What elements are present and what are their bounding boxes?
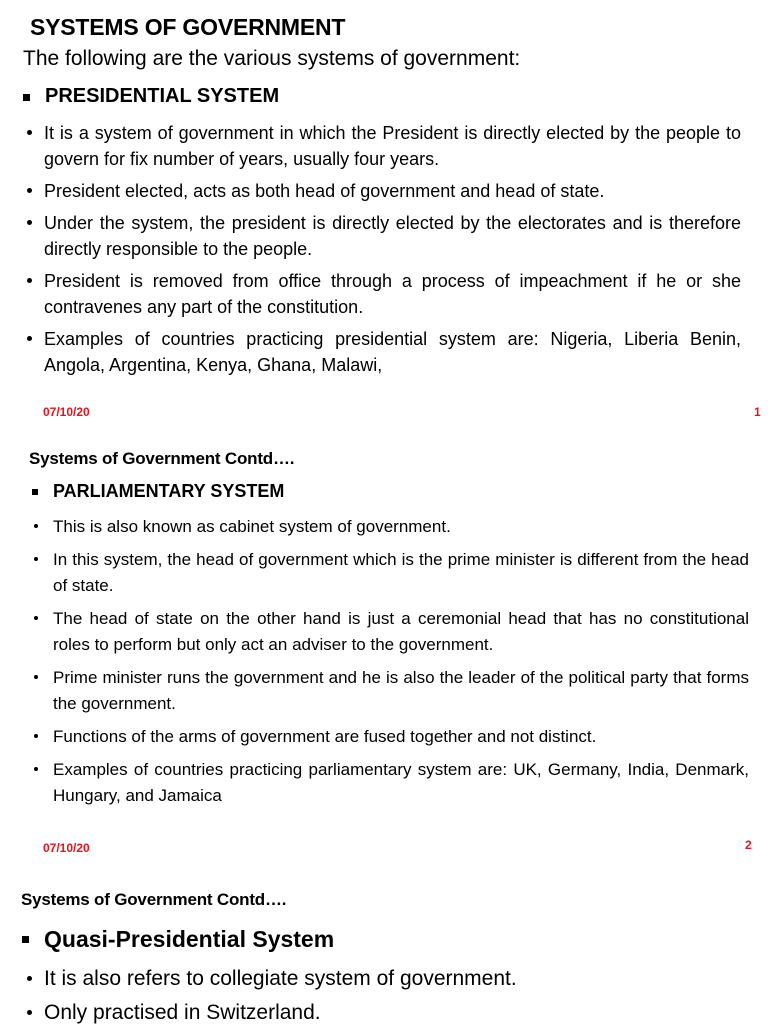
list-item-text: Functions of the arms of government are fused together and not distinct. <box>53 727 597 746</box>
page-number: 2 <box>745 838 752 852</box>
section-heading-label: PRESIDENTIAL SYSTEM <box>45 85 280 107</box>
bullet-icon <box>27 220 32 225</box>
footer-date: 07/10/20 <box>43 841 90 855</box>
list-item <box>44 326 741 378</box>
list-item-text: This is also known as cabinet system of government. <box>53 517 451 536</box>
intro-text: The following are the various systems of government: <box>23 47 521 70</box>
bullet-icon <box>27 188 32 193</box>
bullet-icon <box>27 1010 32 1015</box>
footer-date: 07/10/20 <box>43 405 90 419</box>
slide-title: SYSTEMS OF GOVERNMENT <box>30 14 346 40</box>
section-heading <box>45 85 279 108</box>
slide-1 <box>0 0 768 430</box>
list-item <box>53 724 749 750</box>
section-heading <box>44 926 334 953</box>
bullet-icon <box>27 278 32 283</box>
list-item-text: Prime minister runs the government and he is also the leader of the political party that forms the government. <box>53 668 749 713</box>
list-item-text: Under the system, the president is directly elected by the electorates and is therefore directly responsible to the people. <box>44 213 741 259</box>
square-bullet-icon <box>23 94 30 101</box>
list-item <box>53 665 749 717</box>
list-item <box>53 514 749 540</box>
bullet-list <box>44 120 741 384</box>
list-item-text: Only practised in Switzerland. <box>44 1001 321 1024</box>
list-item-text: The head of state on the other hand is just a ceremonial head that has no constitutional roles to perform but only act an adviser to the government. <box>53 609 749 654</box>
list-item-text: Examples of countries practicing parliamentary system are: UK, Germany, India, Denmark, Hungary, and Jamaica <box>53 760 749 805</box>
list-item <box>44 120 741 172</box>
bullet-icon <box>34 524 38 528</box>
list-item <box>44 268 741 320</box>
slide-title: Systems of Government Contd…. <box>21 890 287 909</box>
section-heading-label: PARLIAMENTARY SYSTEM <box>53 481 285 501</box>
slide-3 <box>0 870 768 1024</box>
section-heading-label: Quasi-Presidential System <box>44 926 335 952</box>
bullet-icon <box>34 557 38 561</box>
list-item-text: President elected, acts as both head of government and head of state. <box>44 181 605 201</box>
bullet-icon <box>34 767 38 771</box>
list-item-text: It is a system of government in which the President is directly elected by the people to govern for fix number of years, usually four years. <box>44 123 741 169</box>
list-item-text: Examples of countries practicing presidential system are: Nigeria, Liberia Benin, Angola, Argentina, Kenya, Ghana, Malawi, <box>44 329 741 375</box>
bullet-icon <box>27 336 32 341</box>
bullet-list <box>53 514 749 816</box>
square-bullet-icon <box>22 936 29 943</box>
list-item-text: It is also refers to collegiate system of government. <box>44 967 517 990</box>
list-item <box>53 606 749 658</box>
bullet-icon <box>34 616 38 620</box>
list-item-text: President is removed from office through a process of impeachment if he or she contravenes any part of the constitution. <box>44 271 741 317</box>
bullet-icon <box>27 130 32 135</box>
slide-title: Systems of Government Contd…. <box>29 449 295 468</box>
list-item <box>44 962 744 996</box>
page-number: 1 <box>754 405 761 419</box>
list-item <box>44 996 744 1030</box>
slide-2 <box>0 430 768 870</box>
list-item <box>44 210 741 262</box>
list-item <box>53 757 749 809</box>
bullet-list <box>44 962 744 1030</box>
bullet-icon <box>34 675 38 679</box>
bullet-icon <box>34 734 38 738</box>
list-item <box>53 547 749 599</box>
section-heading <box>53 481 284 502</box>
square-bullet-icon <box>32 489 38 495</box>
list-item-text: In this system, the head of government which is the prime minister is different from the head of state. <box>53 550 749 595</box>
bullet-icon <box>27 976 32 981</box>
list-item <box>44 178 741 204</box>
